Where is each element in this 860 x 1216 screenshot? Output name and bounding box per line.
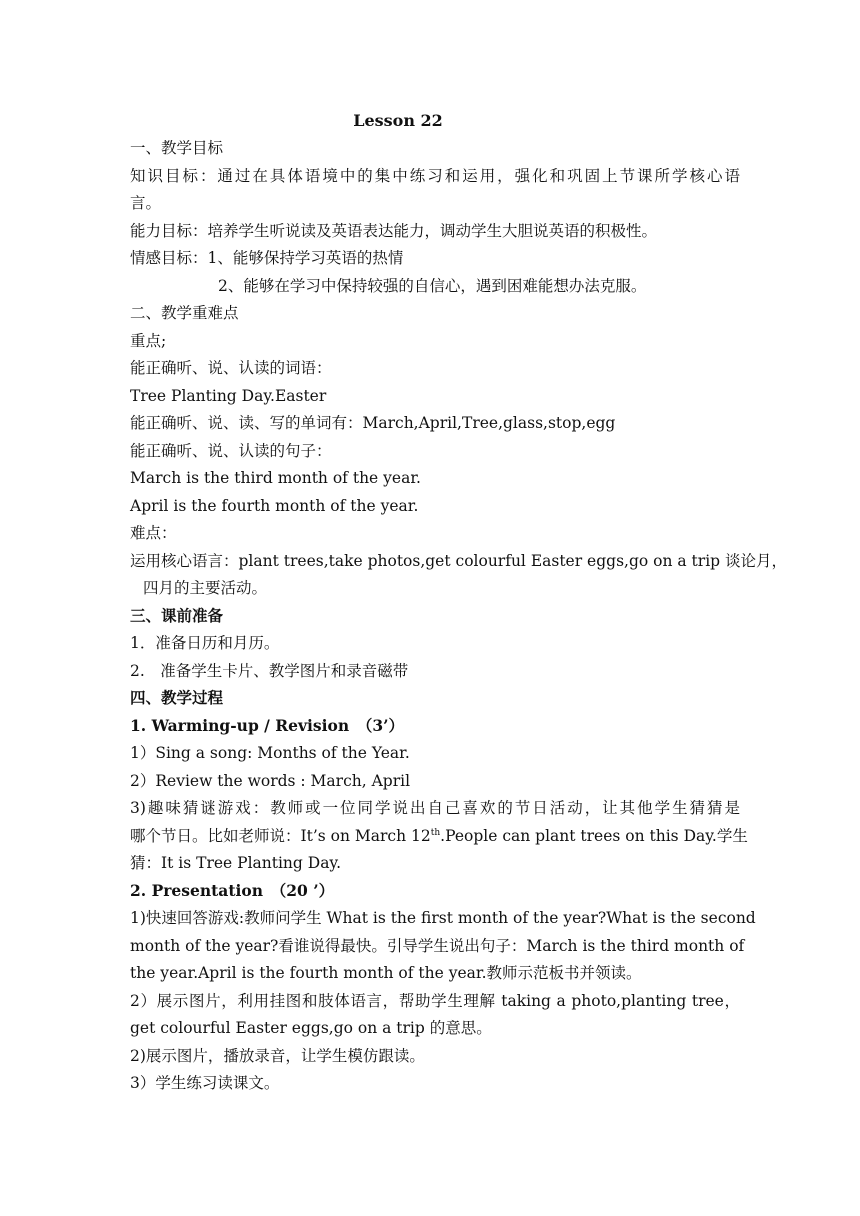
- paragraph-line: 2）Review the words : March, April: [130, 772, 411, 790]
- paragraph-line: 猜：It is Tree Planting Day.: [130, 854, 342, 872]
- document-title: Lesson 22: [353, 111, 443, 130]
- paragraph-line: 3)趣味猜谜游戏：教师或一位同学说出自己喜欢的节日活动，让其他学生猜猜是: [130, 799, 740, 817]
- paragraph-line: month of the year?看谁说得最快。引导学生说出句子：March is the third month of: [130, 937, 745, 955]
- paragraph-line: 重点;: [130, 332, 167, 350]
- paragraph-line: 情感目标：1、能够保持学习英语的热情: [130, 249, 404, 267]
- paragraph-line: 言。: [130, 194, 162, 212]
- paragraph-line: 能正确听、说、读、写的单词有：March,April,Tree,glass,stop,egg: [130, 414, 616, 432]
- paragraph-line: 难点：: [130, 524, 177, 542]
- paragraph-line: 四月的主要活动。: [143, 579, 268, 597]
- text-run: 哪个节日。比如老师说：It’s on March 12: [130, 827, 431, 845]
- text-run: .People can plant trees on this Day.学生: [440, 827, 748, 845]
- paragraph-line: April is the fourth month of the year.: [130, 497, 419, 515]
- paragraph-line: 能力目标：培养学生听说读及英语表达能力，调动学生大胆说英语的积极性。: [130, 222, 658, 240]
- superscript: th: [430, 828, 441, 838]
- paragraph-line: March is the third month of the year.: [130, 469, 421, 487]
- subsection-heading: 2. Presentation （20 ’）: [130, 881, 335, 900]
- section-heading: 四、教学过程: [130, 688, 224, 707]
- paragraph-line: 2)展示图片，播放录音，让学生模仿跟读。: [130, 1047, 425, 1065]
- paragraph-line: [130, 826, 748, 846]
- section-heading: 一、教学目标: [130, 139, 224, 157]
- paragraph-line: get colourful Easter eggs,go on a trip 的意思。: [130, 1019, 492, 1037]
- paragraph-line: 知识目标：通过在具体语境中的集中练习和运用，强化和巩固上节课所学核心语: [130, 167, 740, 185]
- paragraph-line: 2）展示图片，利用挂图和肢体语言，帮助学生理解 taking a photo,planting tree，: [130, 992, 740, 1010]
- section-heading: 三、课前准备: [130, 606, 224, 625]
- section-heading: 二、教学重难点: [130, 304, 239, 322]
- paragraph-line: 能正确听、说、认读的句子：: [130, 442, 332, 460]
- paragraph-line: 2. 准备学生卡片、教学图片和录音磁带: [130, 662, 409, 680]
- paragraph-line: 1）Sing a song: Months of the Year.: [130, 744, 410, 762]
- paragraph-line: 1)快速回答游戏:教师问学生 What is the first month of the year?What is the second: [130, 909, 756, 927]
- paragraph-line: 能正确听、说、认读的词语：: [130, 359, 332, 377]
- paragraph-line: 运用核心语言：plant trees,take photos,get colourful Easter eggs,go on a trip 谈论月，: [130, 552, 787, 570]
- paragraph-line: Tree Planting Day.Easter: [130, 387, 327, 405]
- paragraph-line: 2、能够在学习中保持较强的自信心，遇到困难能想办法克服。: [218, 277, 647, 295]
- paragraph-line: 1．准备日历和月历。: [130, 634, 280, 652]
- paragraph-line: the year.April is the fourth month of the year.教师示范板书并领读。: [130, 964, 642, 982]
- subsection-heading: 1. Warming-up / Revision （3’）: [130, 716, 405, 735]
- paragraph-line: 3）学生练习读课文。: [130, 1074, 280, 1092]
